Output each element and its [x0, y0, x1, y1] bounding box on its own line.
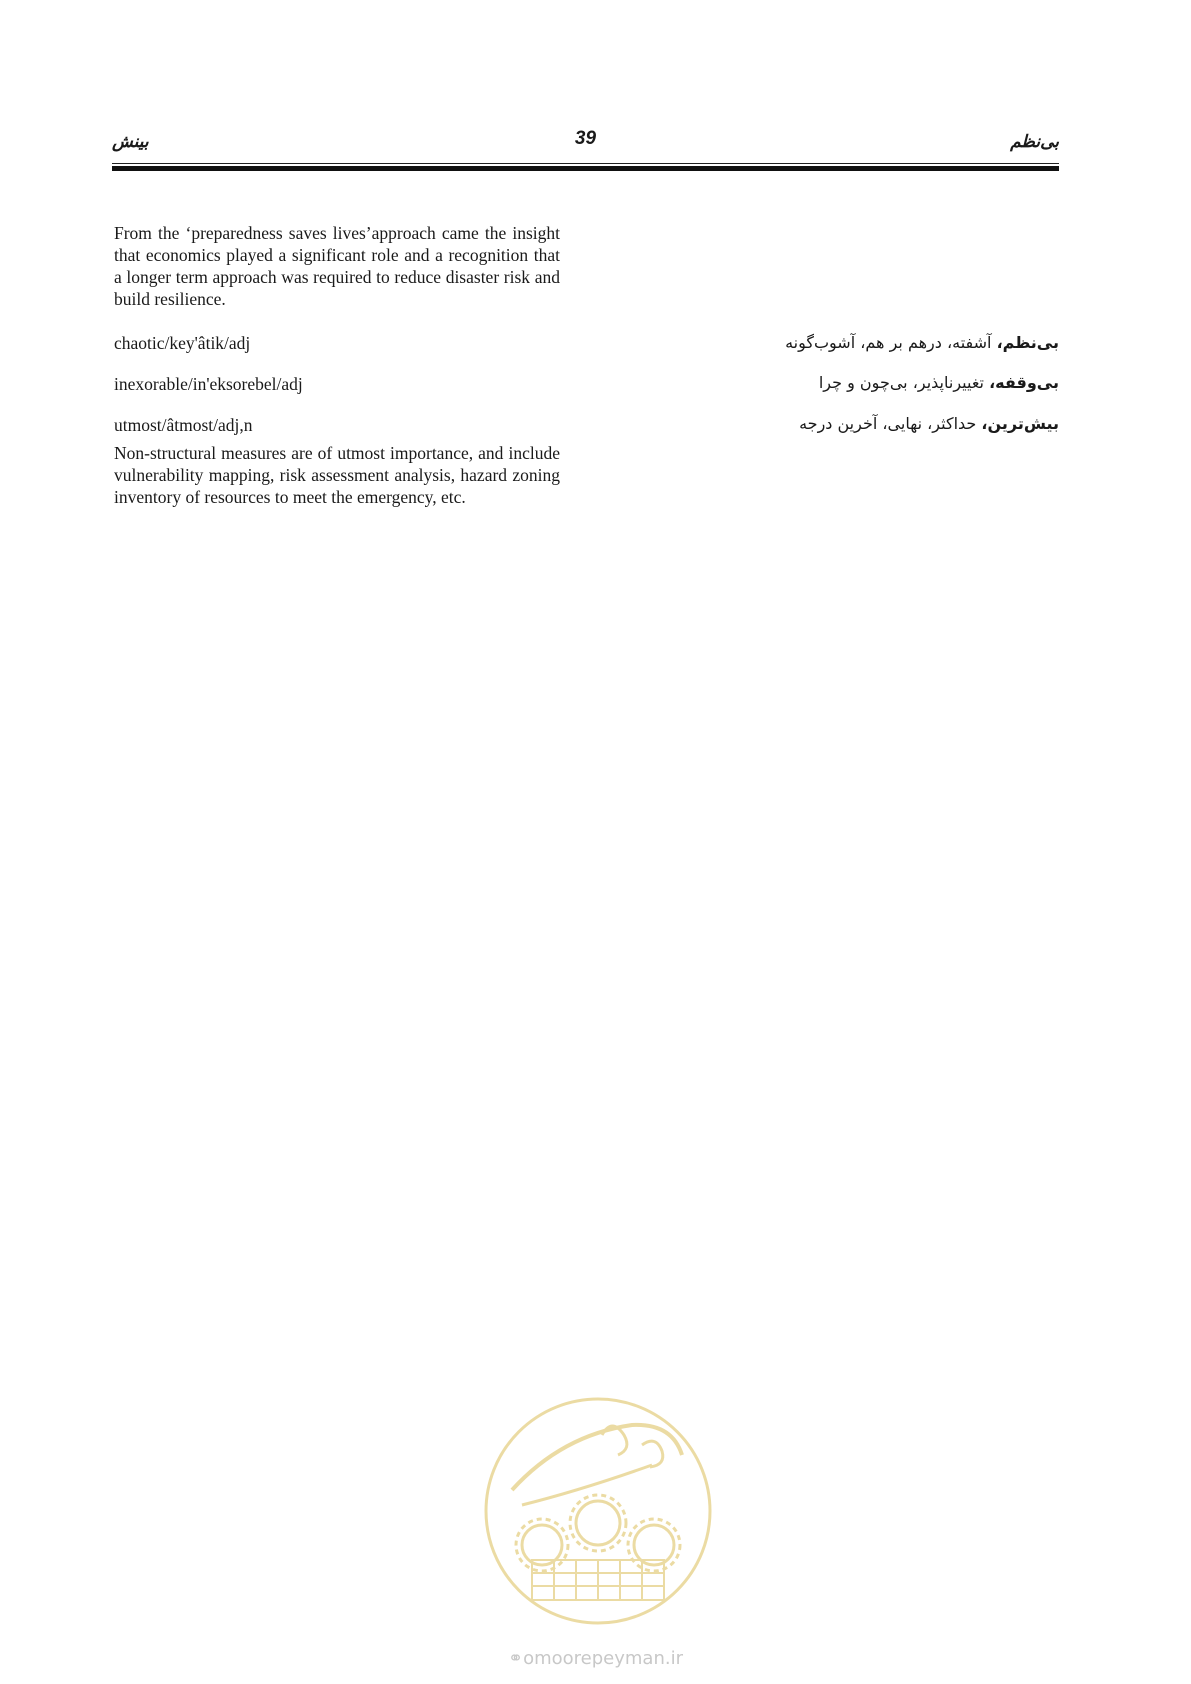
watermark-seal-logo [482, 1395, 714, 1627]
persian-meaning: حداکثر، نهایی، آخرین درجه [799, 414, 982, 433]
header-entry-word: بی‌نظم [1010, 132, 1059, 152]
watermark-site [0, 1648, 1191, 1669]
persian-definition-3 [799, 414, 1059, 433]
globe-icon: ⚭ [508, 1648, 524, 1669]
persian-headword: بی‌نظم، [996, 333, 1059, 352]
vocab-term-chaotic: chaotic/key'âtik/adj [114, 333, 251, 353]
header-book-title: بینش [112, 132, 149, 152]
persian-headword: بیش‌ترین، [981, 414, 1059, 433]
page-header [112, 128, 1059, 174]
persian-definition-2 [819, 373, 1059, 392]
watermark-site-text: omoorepeyman.ir [523, 1648, 683, 1669]
seal-icon [482, 1395, 714, 1627]
page-number: 39 [574, 128, 597, 149]
persian-headword: بی‌وقفه، [989, 373, 1059, 392]
persian-definition-1 [785, 333, 1059, 352]
vocab-term-inexorable: inexorable/in'eksorebel/adj [114, 374, 303, 394]
header-rule-thin [112, 163, 1059, 164]
english-paragraph-1: From the ‘preparedness saves lives’approach came the insight that economics played a significant role and a recognition that a longer term approach was required to reduce disaster risk and build resilience. [114, 223, 560, 309]
persian-meaning: آشفته، درهم بر هم، آشوب‌گونه [785, 333, 997, 352]
persian-meaning: تغییرناپذیر، بی‌چون و چرا [818, 373, 990, 392]
header-rule-thick [112, 166, 1059, 171]
english-paragraph-2: Non-structural measures are of utmost importance, and include vulnerability mapping, risk assessment analysis, hazard zoning inventory of resources to meet the emergency, etc. [114, 443, 560, 507]
vocab-term-utmost: utmost/âtmost/adj,n [114, 415, 253, 435]
